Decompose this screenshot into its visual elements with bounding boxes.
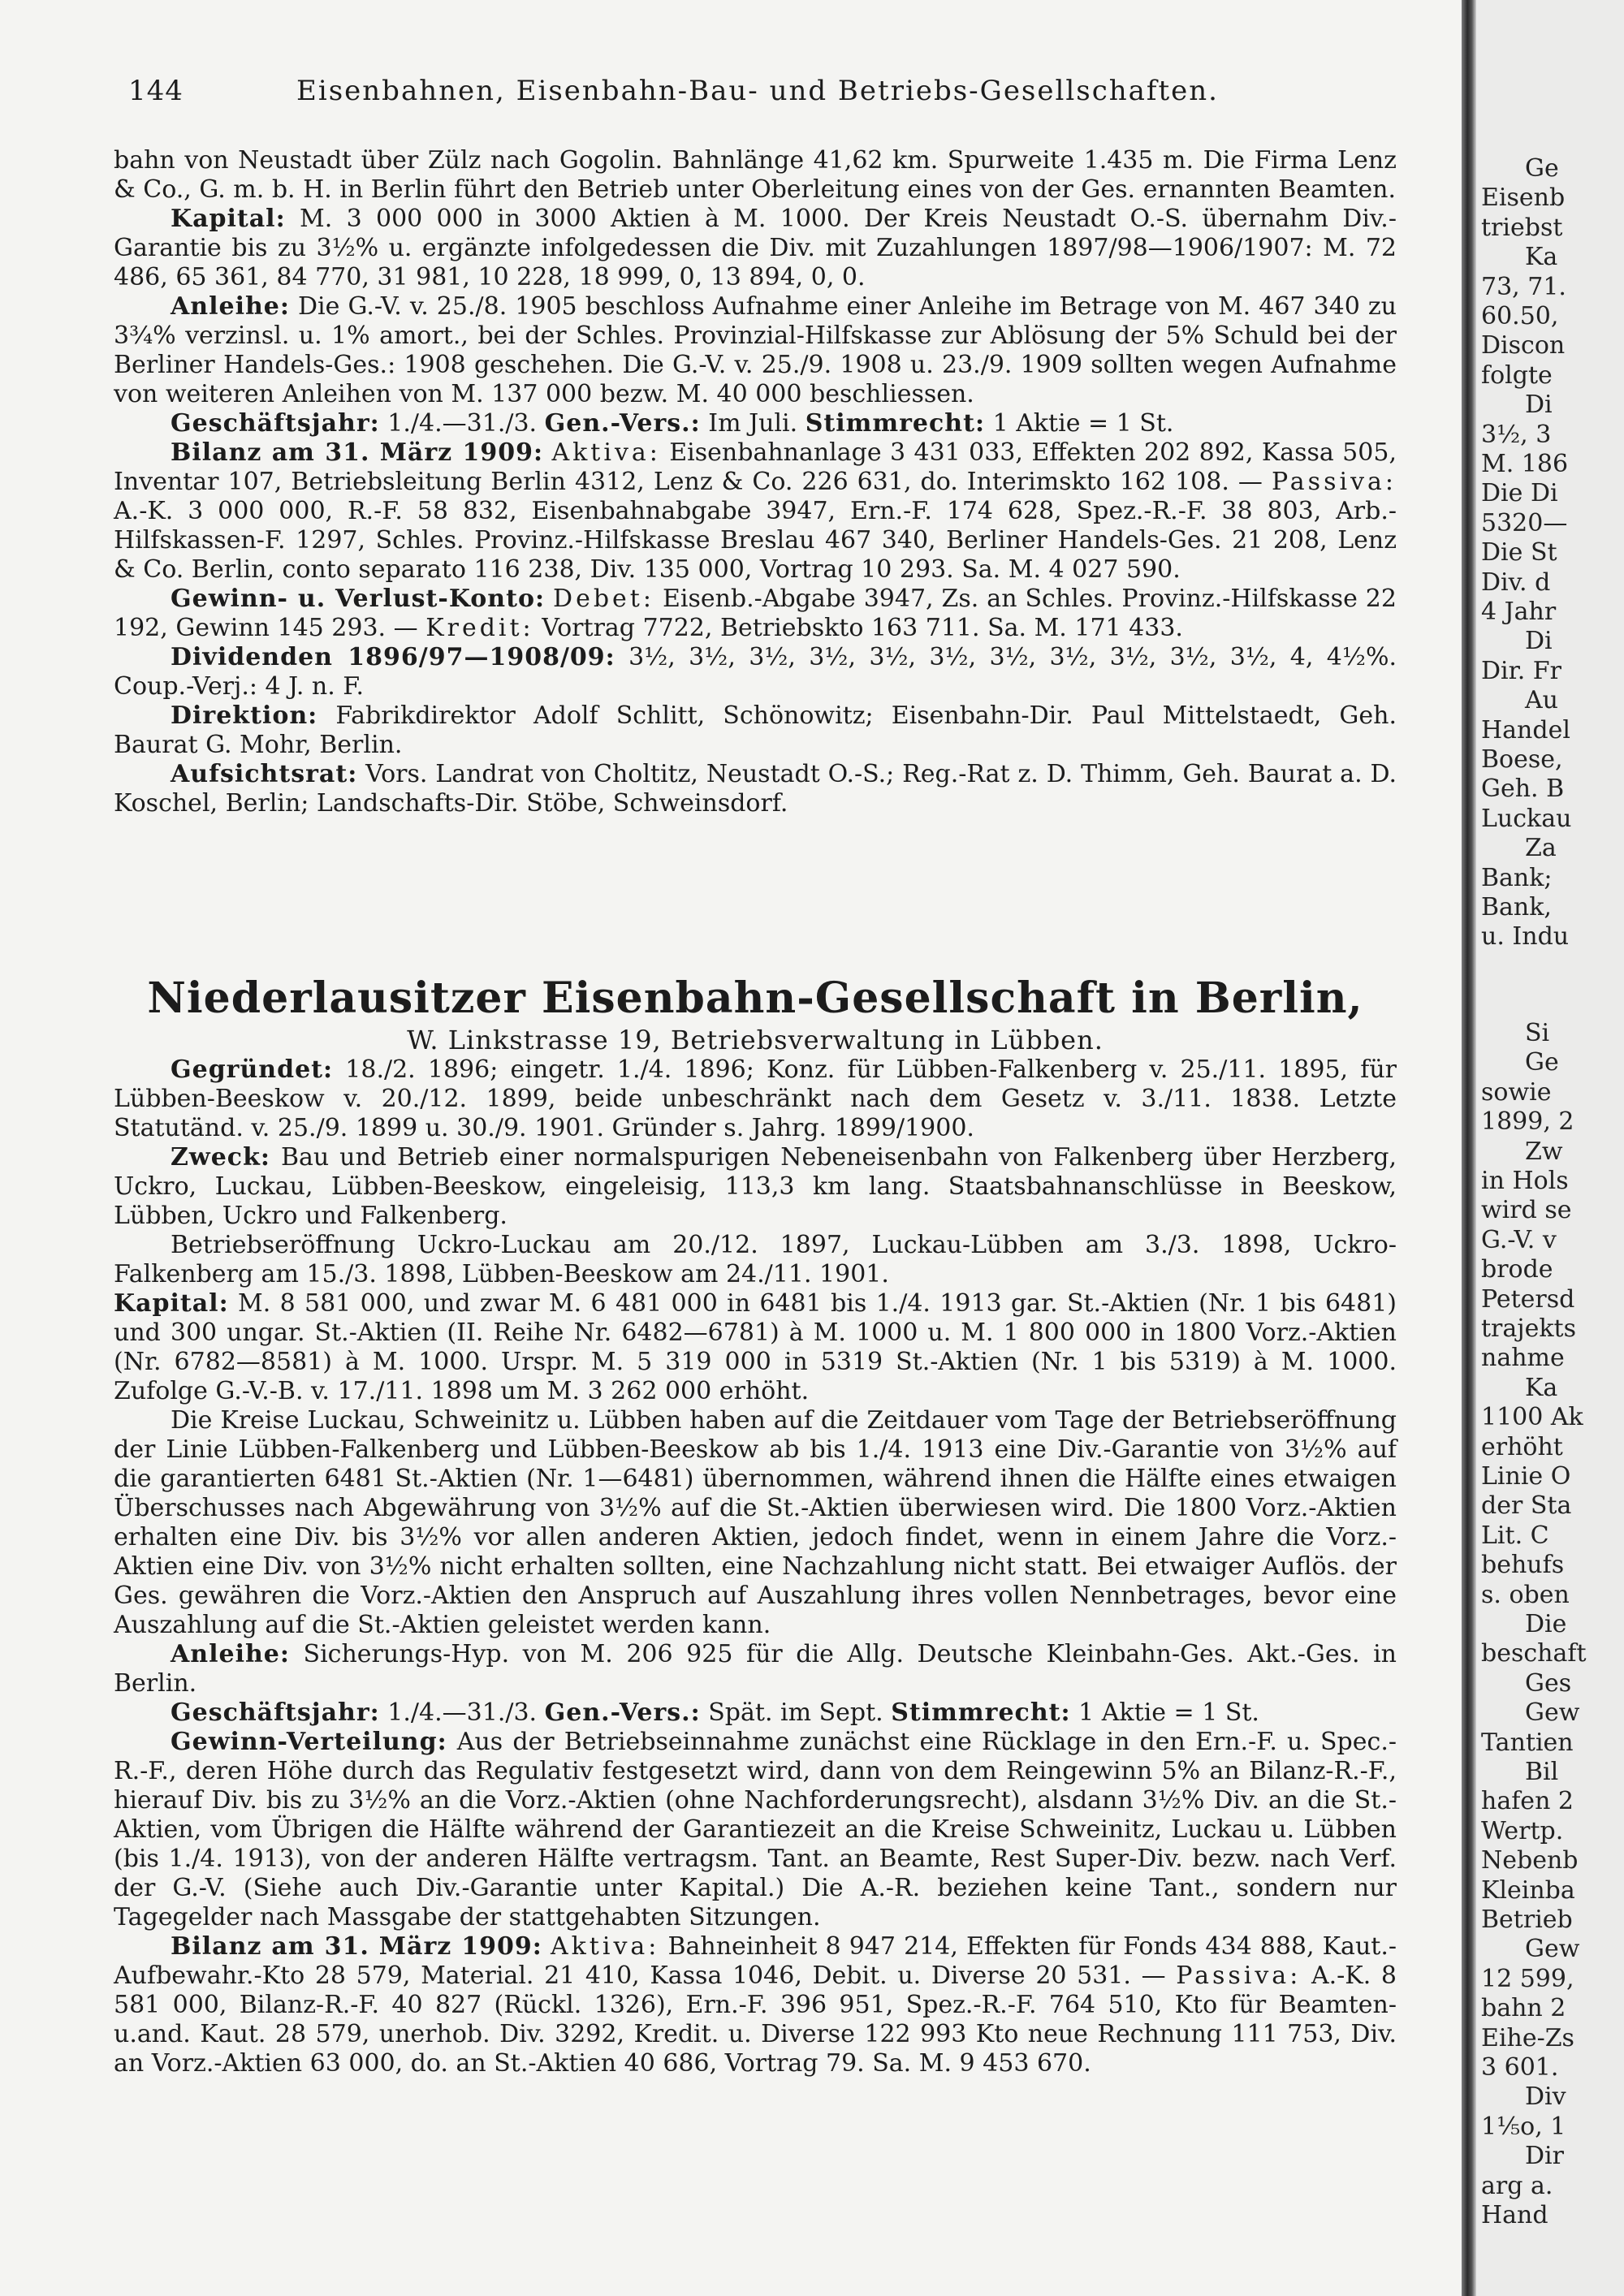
- adjacent-page-fragment: Div. d: [1481, 568, 1551, 597]
- adjacent-page-fragment: Bil: [1525, 1758, 1559, 1786]
- adjacent-page-fragment: Gew: [1525, 1698, 1580, 1728]
- geschaeftsjahr-paragraph: Geschäftsjahr: 1./4.—31./3. Gen.-Vers.: Im Juli. Stimmrecht: 1 Aktie = 1 St.: [171, 409, 1174, 438]
- company-heading: Niederlausitzer Eisenbahn-Gesellschaft in Berlin,: [147, 973, 1363, 1023]
- adjacent-page-fragment: brode: [1481, 1255, 1553, 1284]
- adjacent-page-fragment: Betrieb: [1481, 1905, 1573, 1934]
- adjacent-page-fragment: behufs: [1481, 1551, 1565, 1580]
- eroeffnung-paragraph: Betriebseröffnung Uckro-Luckau am 20./12. 1897, Luckau-Lübben am 3./3. 1898, Uckro-Falkenberg am 15./3. 1898, Lübben-Beeskow am 24./11. 1901.: [114, 1231, 1397, 1288]
- page-number: 144: [128, 75, 184, 107]
- company-address: W. Linkstrasse 19, Betriebsverwaltung in Lübben.: [407, 1025, 1104, 1055]
- adjacent-page-fragment: Gew: [1525, 1935, 1580, 1964]
- adjacent-page-fragment: Die: [1525, 1610, 1567, 1638]
- dividenden-paragraph: Dividenden 1896/97—1908/09: 3½, 3½, 3½, 3½, 3½, 3½, 3½, 3½, 3½, 3½, 3½, 4, 4½%. Coup.-Verj.: 4 J. n. F.: [114, 643, 1397, 701]
- anleihe-paragraph: Anleihe: Die G.-V. v. 25./8. 1905 beschloss Aufnahme einer Anleihe im Betrage von M. 467 340 zu 3¾% verzinsl. u. 1% amort., bei der Schles. Provinzial-Hilfskasse zur Ablösung der 5% Schuld bei der Berliner Handels-Ges.: 1908 geschehen. Die G.-V. v. 25./9. 1908 u. 23./9. 1909 sollten wegen Aufnahme von weiteren Anleihen von M. 137 000 bezw. M. 40 000 beschliessen.: [114, 292, 1397, 408]
- adjacent-page-fragment: Div: [1525, 2082, 1566, 2112]
- adjacent-page-fragment: Handel: [1481, 715, 1570, 744]
- adjacent-page-fragment: hafen 2: [1481, 1787, 1574, 1816]
- guv-paragraph: Gewinn- u. Verlust-Konto: Debet: Eisenb.-Abgabe 3947, Zs. an Schles. Provinz.-Hilfskasse 22 192, Gewinn 145 293. — Kredit: Vortrag 7722, Betriebskto 163 711. Sa. M. 171 433.: [114, 585, 1397, 642]
- adjacent-page-fragment: Ge: [1525, 1048, 1559, 1077]
- adjacent-page-fragment: Bank,: [1481, 893, 1552, 921]
- geschaeftsjahr-paragraph: Geschäftsjahr: 1./4.—31./3. Gen.-Vers.: Spät. im Sept. Stimmrecht: 1 Aktie = 1 St.: [171, 1698, 1259, 1727]
- direktion-paragraph: Direktion: Fabrikdirektor Adolf Schlitt, Schönowitz; Eisenbahn-Dir. Paul Mittelstaedt, Geh. Baurat G. Mohr, Berlin.: [114, 701, 1397, 759]
- adjacent-page-fragment: Geh. B: [1481, 775, 1565, 804]
- adjacent-page-fragment: 3 601.: [1481, 2053, 1559, 2082]
- intro-paragraph: bahn von Neustadt über Zülz nach Gogolin. Bahnlänge 41,62 km. Spurweite 1.435 m. Die Firma Lenz & Co., G. m. b. H. in Berlin führt den Betrieb unter Oberleitung eines von der Ges. ernannten Beamten.: [114, 146, 1397, 204]
- adjacent-page-fragment: folgte: [1481, 360, 1553, 390]
- adjacent-page-fragment: Wertp.: [1481, 1816, 1564, 1845]
- adjacent-page-fragment: Nebenb: [1481, 1846, 1579, 1875]
- adjacent-page-fragment: 60.50,: [1481, 302, 1559, 330]
- adjacent-page-fragment: 12 599,: [1481, 1964, 1574, 1993]
- page-header: [128, 75, 1387, 123]
- adjacent-page-fragment: arg a.: [1481, 2171, 1553, 2200]
- adjacent-page-fragment: nahme: [1481, 1344, 1565, 1373]
- adjacent-page-fragment: 73, 71.: [1481, 272, 1566, 301]
- adjacent-page-fragment: u. Indu: [1481, 922, 1570, 952]
- adjacent-page-fragment: 1⅕o, 1: [1481, 2112, 1566, 2141]
- bilanz-paragraph: Bilanz am 31. März 1909: Aktiva: Eisenbahnanlage 3 431 033, Effekten 202 892, Kassa 505, Inventar 107, Betriebsleitung Berlin 4312, Lenz & Co. 226 631, do. Interimskto 162 108. — Passiva: A.-K. 3 000 000, R.-F. 58 832, Eisenbahnabgabe 3947, Ern.-F. 174 628, Spez.-R.-F. 38 803, Arb.-Hilfskassen-F. 1297, Schles. Provinz.-Hilfskasse Breslau 467 340, Berliner Handels-Ges. 21 208, Lenz & Co. Berlin, conto separato 116 238, Div. 135 000, Vortrag 10 293. Sa. M. 4 027 590.: [114, 438, 1397, 584]
- book-gutter: [1462, 0, 1476, 2296]
- adjacent-page-fragment: trajekts: [1481, 1314, 1576, 1343]
- adjacent-page-fragment: Ge: [1525, 154, 1559, 183]
- adjacent-page-fragment: 4 Jahr: [1481, 598, 1557, 626]
- anleihe-paragraph: Anleihe: Sicherungs-Hyp. von M. 206 925 für die Allg. Deutsche Kleinbahn-Ges. Akt.-Ges. in Berlin.: [114, 1640, 1397, 1698]
- section-neustadt-gogolin: [114, 146, 1397, 818]
- adjacent-page-fragment: 1100 Ak: [1481, 1403, 1583, 1432]
- kapital-paragraph: Kapital: M. 3 000 000 in 3000 Aktien à M. 1000. Der Kreis Neustadt O.-S. übernahm Div.-Garantie bis zu 3½% u. ergänzte infolgedessen die Div. mit Zuzahlungen 1897/98—1906/1907: M. 72 486, 65 361, 84 770, 31 981, 10 228, 18 999, 0, 13 894, 0, 0.: [114, 205, 1397, 291]
- adjacent-page-fragment: Za: [1525, 834, 1557, 863]
- adjacent-page-fragment: sowie: [1481, 1077, 1552, 1107]
- kapital-label: Kapital:: [171, 205, 286, 233]
- adjacent-page-fragment: der Sta: [1481, 1491, 1572, 1521]
- adjacent-page-fragment: erhöht: [1481, 1432, 1563, 1461]
- adjacent-page-fragment: Die Di: [1481, 479, 1558, 508]
- adjacent-page-fragment: Bank;: [1481, 863, 1553, 892]
- zweck-paragraph: Zweck: Bau und Betrieb einer normalspurigen Nebeneisenbahn von Falkenberg über Herzberg, Uckro, Luckau, Lübben-Beeskow, eingeleisig, 113,3 km lang. Staatsbahnanschlüsse in Beeskow, Lübben, Uckro und Falkenberg.: [114, 1143, 1397, 1230]
- adjacent-page-fragment: wird se: [1481, 1196, 1572, 1225]
- anleihe-label: Anleihe:: [171, 292, 290, 321]
- adjacent-page-fragment: Linie O: [1481, 1462, 1571, 1491]
- adjacent-page-fragment: s. oben: [1481, 1580, 1570, 1609]
- adjacent-page-fragment: Eihe-Zs: [1481, 2023, 1574, 2052]
- adjacent-page-fragment: Eisenb: [1481, 183, 1566, 213]
- adjacent-page-fragment: Ka: [1525, 243, 1558, 272]
- adjacent-page-fragment: beschaft: [1481, 1639, 1587, 1668]
- adjacent-page-fragment: Dir. Fr: [1481, 656, 1561, 685]
- adjacent-page-fragment: Si: [1525, 1019, 1550, 1047]
- adjacent-page-fragment: Petersd: [1481, 1284, 1575, 1314]
- section-niederlausitzer: [114, 973, 1397, 2078]
- adjacent-page-fragment: Discon: [1481, 331, 1566, 360]
- gegruendet-paragraph: Gegründet: 18./2. 1896; eingetr. 1./4. 1896; Konz. für Lübben-Falkenberg v. 25./11. 1895, für Lübben-Beeskow v. 20./12. 1899, beide unbeschränkt nach dem Gesetz v. 3./11. 1838. Letzte Statutänd. v. 25./9. 1899 u. 30./9. 1901. Gründer s. Jahrg. 1899/1900.: [114, 1055, 1397, 1142]
- aufsichtsrat-paragraph: Aufsichtsrat: Vors. Landrat von Choltitz, Neustadt O.-S.; Reg.-Rat z. D. Thimm, Geh. Baurat a. D. Koschel, Berlin; Landschafts-Dir. Stöbe, Schweinsdorf.: [114, 760, 1397, 818]
- kapital-paragraph: Kapital: M. 8 581 000, und zwar M. 6 481 000 in 6481 bis 1./4. 1913 gar. St.-Aktien (Nr. 1 bis 6481) und 300 ungar. St.-Aktien (II. Reihe Nr. 6482—6781) à M. 1000 u. M. 1 800 000 in 1800 Vorz.-Aktien (Nr. 6782—8581) à M. 1000. Urspr. M. 5 319 000 in 5319 St.-Aktien (Nr. 1 bis 5319) à M. 1000. Zufolge G.-V.-B. v. 17./11. 1898 um M. 3 262 000 erhöht.: [114, 1289, 1397, 1405]
- gewinnverteilung-paragraph: Gewinn-Verteilung: Aus der Betriebseinnahme zunächst eine Rücklage in den Ern.-F. u. Spec.-R.-F., deren Höhe durch das Regulativ festgesetzt wird, dann von dem Reingewinn 5% an Bilanz-R.-F., hierauf Div. bis zu 3½% an die Vorz.-Aktien (ohne Nachforderungsrecht), alsdann 3½% Div. an die St.-Aktien, vom Übrigen die Hälfte während der Garantiezeit an die Kreise Schweinitz, Luckau u. Lübben (bis 1./4. 1913), von der anderen Hälfte vertragsm. Tant. an Beamte, Rest Super-Div. bezw. nach Verf. der G.-V. (Siehe auch Div.-Garantie unter Kapital.) Die A.-R. beziehen keine Tant., sondern nur Tagegelder nach Massgabe der stattgehabten Sitzungen.: [114, 1728, 1397, 1931]
- adjacent-page-fragment: Lit. C: [1481, 1521, 1549, 1550]
- adjacent-page-fragment: Tantien: [1481, 1728, 1574, 1757]
- adjacent-page-fragment: Luckau: [1481, 804, 1572, 833]
- adjacent-page-fragment: 1899, 2: [1481, 1107, 1574, 1137]
- garantie-paragraph: Die Kreise Luckau, Schweinitz u. Lübben haben auf die Zeitdauer vom Tage der Betriebseröffnung der Linie Lübben-Falkenberg und Lübben-Beeskow ab bis 1./4. 1913 eine Div.-Garantie von 3½% auf die garantierten 6481 St.-Aktien (Nr. 1—6481) übernommen, während ihnen die Hälfte eines etwaigen Überschusses nach Abgewährung von 3½% auf die St.-Aktien überwiesen wird. Die 1800 Vorz.-Aktien erhalten eine Div. bis 3½% vor allen anderen Aktien, jedoch findet, wenn in einem Jahre die Vorz.-Aktien eine Div. von 3½% nicht erhalten sollten, eine Nachzahlung nicht statt. Bei etwaiger Auflös. der Ges. gewähren die Vorz.-Aktien den Anspruch auf Auszahlung ihres vollen Nennbetrages, bevor eine Auszahlung auf die St.-Aktien geleistet werden kann.: [114, 1406, 1397, 1639]
- running-title: Eisenbahnen, Eisenbahn-Bau- und Betriebs-Gesellschaften.: [296, 75, 1219, 107]
- adjacent-page-fragment: triebst: [1481, 213, 1563, 242]
- adjacent-page-fragment: Dir: [1525, 2142, 1564, 2171]
- adjacent-page-edge: [1476, 0, 1624, 2296]
- adjacent-page-fragment: Di: [1525, 391, 1553, 420]
- adjacent-page-fragment: 3½, 3: [1481, 420, 1552, 449]
- adjacent-page-fragment: G.-V. v: [1481, 1225, 1557, 1254]
- adjacent-page-fragment: Di: [1525, 627, 1553, 656]
- adjacent-page-fragment: Kleinba: [1481, 1875, 1575, 1905]
- adjacent-page-fragment: in Hols: [1481, 1167, 1569, 1195]
- adjacent-page-fragment: Au: [1525, 686, 1558, 715]
- adjacent-page-fragment: Hand: [1481, 2201, 1548, 2229]
- adjacent-page-fragment: Die St: [1481, 538, 1557, 568]
- adjacent-page-fragment: 5320—: [1481, 508, 1568, 537]
- adjacent-page-fragment: M. 186: [1481, 450, 1569, 478]
- adjacent-page-fragment: Ka: [1525, 1373, 1558, 1402]
- bilanz-paragraph: Bilanz am 31. März 1909: Aktiva: Bahneinheit 8 947 214, Effekten für Fonds 434 888, Kaut.-Aufbewahr.-Kto 28 579, Material. 21 410, Kassa 1046, Debit. u. Diverse 20 531. — Passiva: A.-K. 8 581 000, Bilanz-R.-F. 40 827 (Rückl. 1326), Ern.-F. 396 951, Spez.-R.-F. 764 510, Kto für Beamten- u.and. Kaut. 28 579, unerhob. Div. 3292, Kredit. u. Diverse 122 993 Kto neue Rechnung 111 753, Div. an Vorz.-Aktien 63 000, do. an St.-Aktien 40 686, Vortrag 79. Sa. M. 9 453 670.: [114, 1932, 1397, 2078]
- adjacent-page-fragment: Boese,: [1481, 745, 1563, 774]
- adjacent-page-fragment: bahn 2: [1481, 1994, 1566, 2023]
- adjacent-page-fragment: Zw: [1525, 1137, 1563, 1166]
- adjacent-page-fragment: Ges: [1525, 1668, 1572, 1698]
